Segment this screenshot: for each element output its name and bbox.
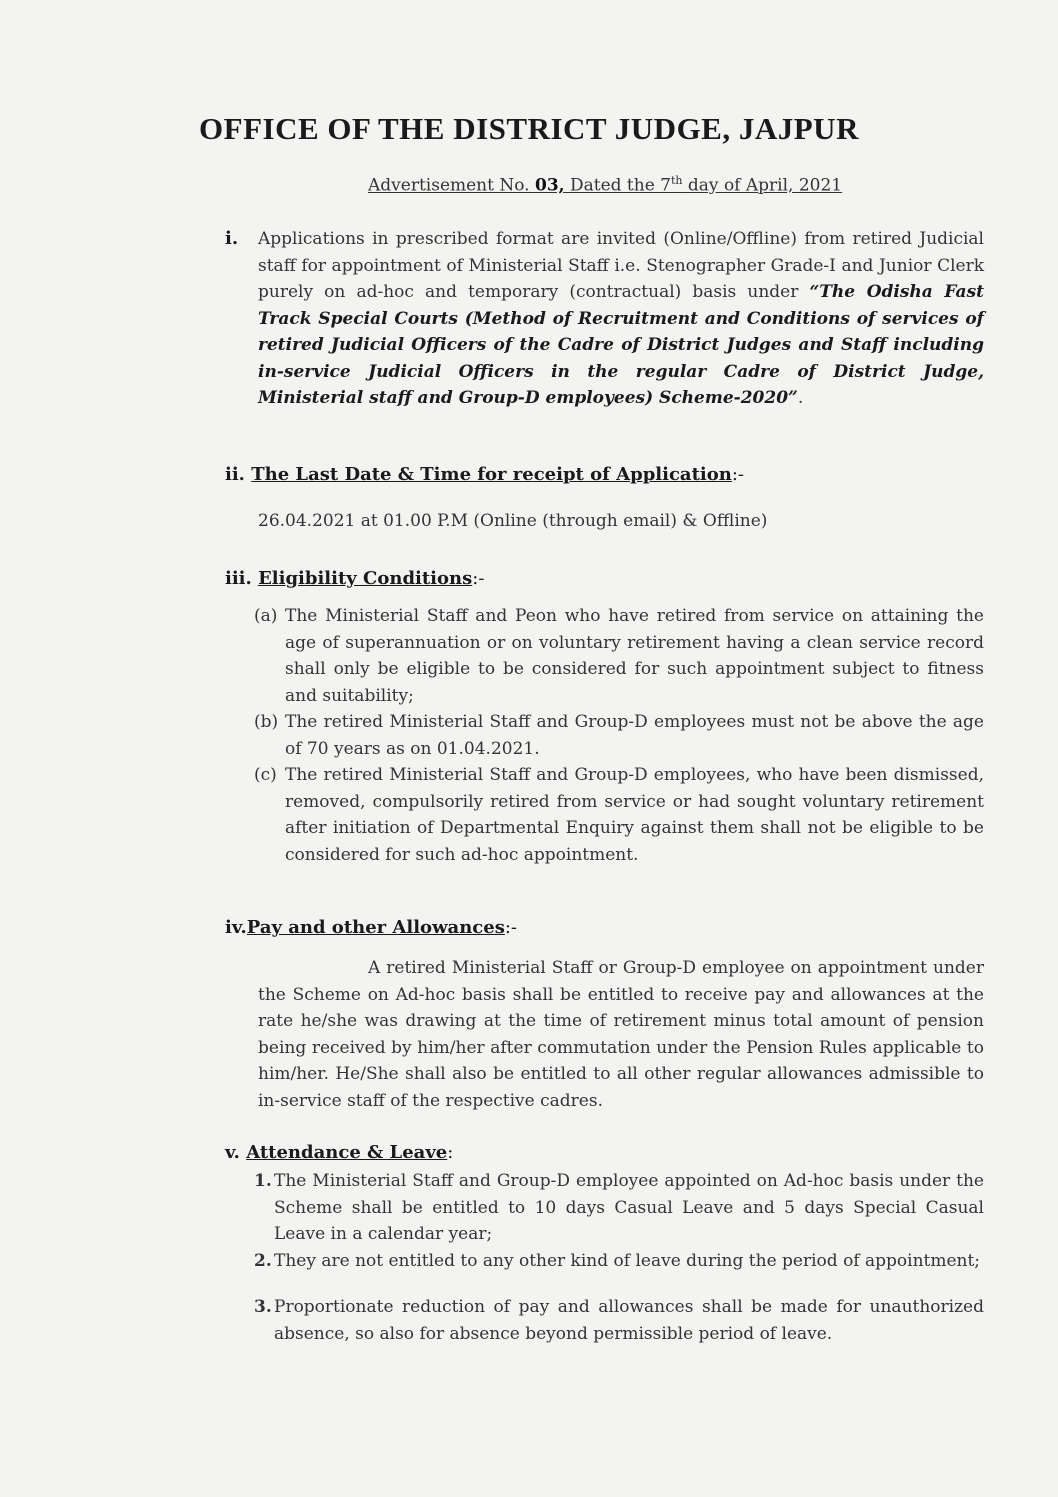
item-text: They are not entitled to any other kind of leave during the period of appointment; [274, 1251, 981, 1271]
item-text: The retired Ministerial Staff and Group-D employees must not be above the age of 70 years as on 01.04.2021. [285, 712, 984, 759]
eligibility-item-b [254, 709, 984, 764]
item-text: The Ministerial Staff and Group-D employee appointed on Ad-hoc basis under the Scheme shall be entitled to 10 days Casual Leave and 5 days Special Casual Leave in a calendar year; [274, 1171, 984, 1244]
eligibility-item-a [254, 603, 984, 711]
item-marker: 3. [254, 1297, 272, 1317]
item-marker: (c) [254, 765, 277, 785]
item-text: The retired Ministerial Staff and Group-D employees, who have been dismissed, removed, compulsorily retired from service or had sought voluntary retirement after initiation of Departmental Enquiry against them shall not be eligible to be considered for such ad-hoc appointment. [285, 765, 984, 865]
scheme-name: “The Odisha Fast Track Special Courts (Method of Recruitment and Conditions of services of retired Judicial Officers of the Cadre of District Judges and Staff including in-service Judicial Officers in the regular Cadre of District Judge, Ministerial staff and Group-D employees) Scheme-2020” [258, 282, 984, 408]
item-marker: (b) [254, 712, 279, 732]
office-title: OFFICE OF THE DISTRICT JUDGE, JAJPUR [199, 111, 859, 146]
section-iii-heading [225, 568, 484, 589]
pay-allowances-paragraph: A retired Ministerial Staff or Group-D employee on appointment under the Scheme on Ad-hoc basis shall be entitled to receive pay and allowances at the rate he/she was drawing at the time of retirement minus total amount of pension being received by him/her after commutation under the Pension Rules applicable to him/her. He/She shall also be entitled to all other regular allowances admissible to in-service staff of the respective cadres. [258, 958, 984, 1111]
item-marker: 2. [254, 1251, 272, 1271]
advert-date-end: day of April, 2021 [682, 175, 843, 196]
item-marker: 1. [254, 1171, 272, 1191]
section-i-text: Applications in prescribed format are invited (Online/Offline) from retired Judicial staff for appointment of Ministerial Staff i.e. Stenographer Grade-I and Junior Clerk purely on ad-hoc and temporary (contractual) basis under [258, 229, 984, 302]
section-ii-heading [225, 464, 744, 485]
item-marker: (a) [254, 606, 278, 626]
section-i-marker: i. [225, 228, 239, 249]
item-text: Proportionate reduction of pay and allowances shall be made for unauthorized absence, so also for absence beyond permissible period of leave. [274, 1297, 984, 1344]
section-ii-title: The Last Date & Time for receipt of Application [251, 464, 732, 485]
section-ii-marker: ii. [225, 464, 245, 485]
leave-item-1 [254, 1168, 984, 1250]
section-iii-marker: iii. [225, 568, 252, 589]
section-v-marker: v. [225, 1142, 240, 1163]
advert-number: 03, [535, 175, 565, 196]
section-iv-title: Pay and other Allowances [246, 917, 505, 938]
eligibility-item-c [254, 762, 984, 897]
section-iv-suffix: :- [504, 917, 518, 938]
advert-prefix: Advertisement No. [368, 175, 535, 196]
section-iii-suffix: :- [472, 568, 485, 589]
section-v-title: Attendance & Leave [246, 1142, 448, 1163]
section-iv-heading [225, 917, 517, 938]
advert-date-start: Dated the 7 [564, 175, 671, 196]
section-i-end: . [797, 388, 804, 408]
item-text: The Ministerial Staff and Peon who have retired from service on attaining the age of superannuation or on voluntary retirement having a clean service record shall only be eligible to be considered for such appointment subject to fitness and suitability; [285, 606, 984, 706]
advertisement-line [368, 174, 842, 196]
section-v-heading [225, 1142, 453, 1163]
section-iv-marker: iv. [225, 917, 247, 938]
section-ii-suffix: :- [731, 464, 744, 485]
section-v-suffix: : [447, 1142, 454, 1163]
section-iii-title: Eligibility Conditions [258, 568, 473, 589]
section-i-paragraph [258, 226, 984, 412]
last-date-text: 26.04.2021 at 01.00 P.M (Online (through email) & Offline) [258, 511, 768, 531]
advert-date-sup: th [671, 174, 683, 187]
leave-item-3 [254, 1294, 984, 1376]
